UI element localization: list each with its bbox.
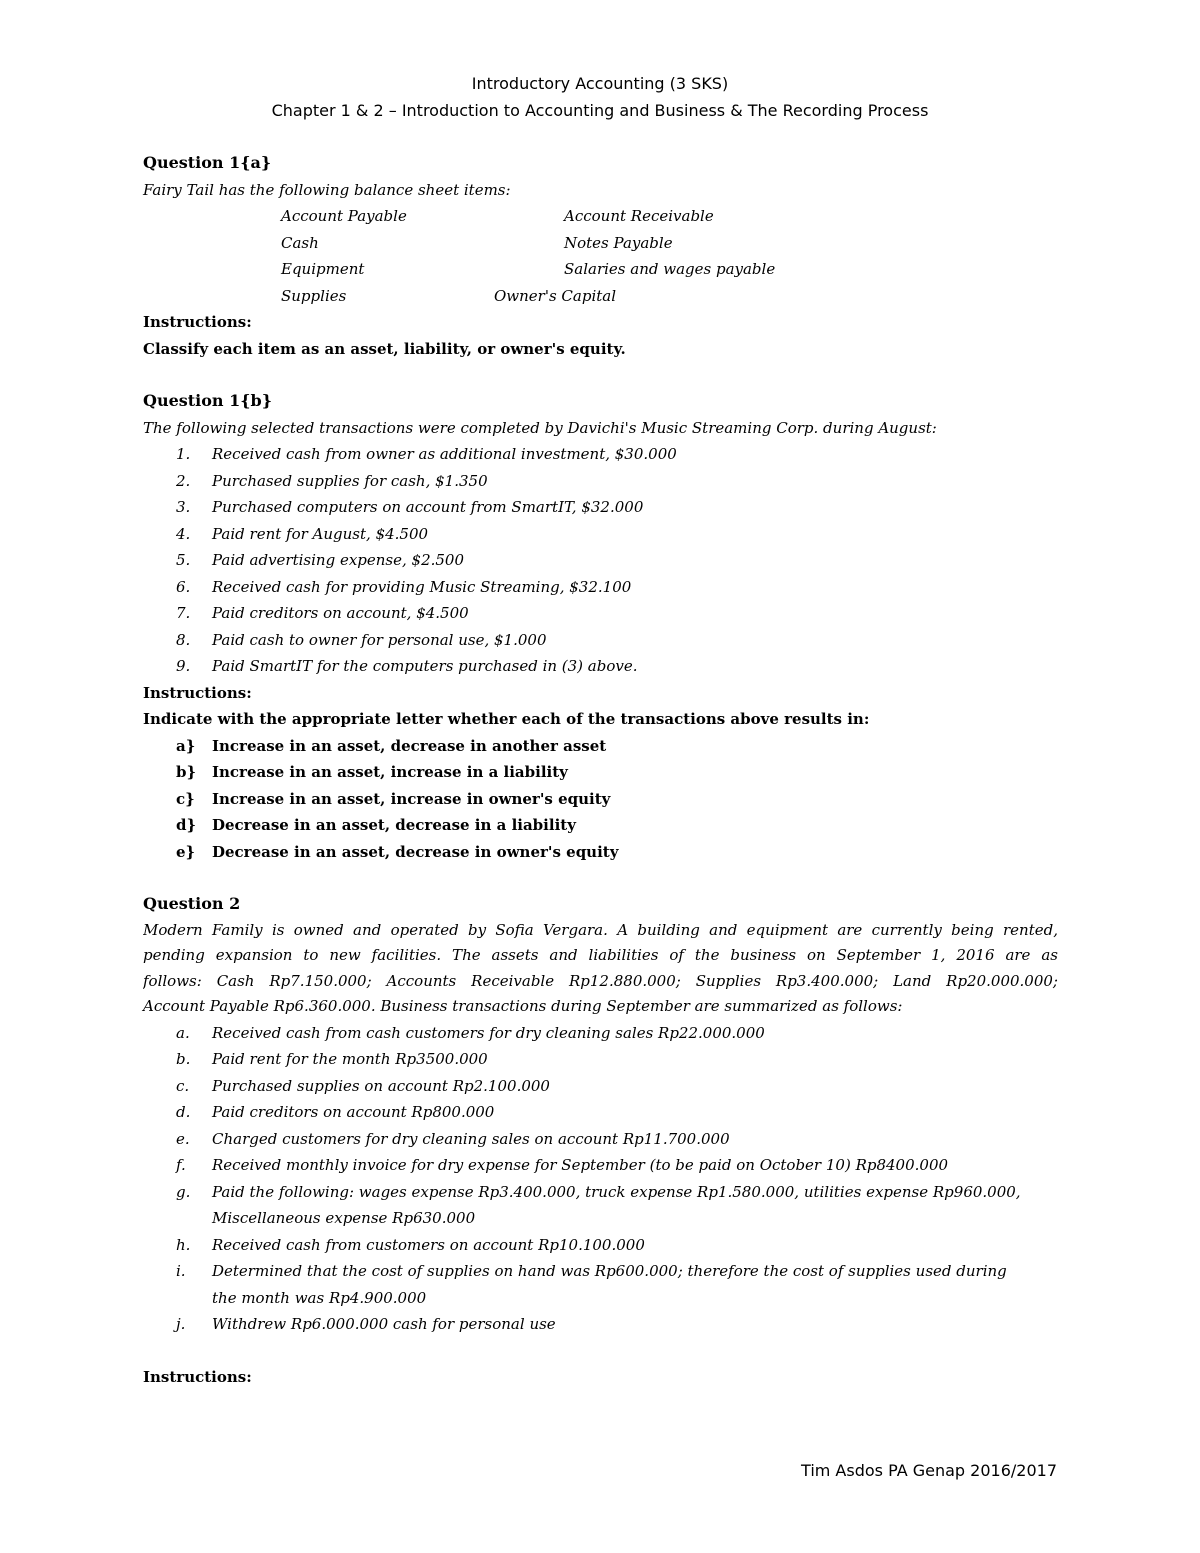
transaction-number: 3.	[176, 498, 191, 516]
option-letter: c}	[176, 789, 195, 808]
transaction-text: Paid creditors on account, $4.500	[212, 604, 469, 622]
transaction-number: 5.	[176, 551, 191, 569]
transaction-text: Determined that the cost of supplies on hand was Rp600.000; therefore the cost of supplies used during	[212, 1262, 1007, 1280]
transaction-letter: d.	[176, 1103, 191, 1121]
transaction-letter: c.	[176, 1076, 190, 1095]
transaction-item	[143, 627, 1058, 654]
transaction-item	[143, 1258, 1058, 1285]
question-1b-title: Question 1{b}	[143, 391, 272, 410]
transaction-number: 8.	[176, 630, 191, 649]
transaction-letter: a.	[176, 1023, 190, 1042]
transaction-letter: h.	[176, 1235, 191, 1254]
page-footer: Tim Asdos PA Genap 2016/2017	[801, 1461, 1057, 1480]
option-letter: e}	[176, 842, 196, 861]
transaction-text: Purchased supplies for cash, $1.350	[212, 471, 488, 490]
transaction-text: Received cash from customers on account Rp10.100.000	[212, 1235, 645, 1254]
paragraph-line: Account Payable Rp6.360.000. Business transactions during September are summarized as follows:	[143, 997, 903, 1015]
paragraph-line: Modern Family is owned and operated by Sofia Vergara. A building and equipment are currently being rented,	[143, 920, 1058, 939]
question-1a-title: Question 1{a}	[143, 153, 272, 172]
transaction-number: 4.	[176, 524, 191, 543]
spacer	[143, 1338, 1058, 1364]
document-body	[143, 150, 1058, 1390]
option-text: Increase in an asset, increase in owner's equity	[212, 789, 611, 808]
balance-item: Notes Payable	[564, 233, 673, 252]
transaction-text: Received monthly invoice for dry expense for September (to be paid on October 10) Rp8400.000	[212, 1156, 949, 1174]
transaction-item-continued	[143, 1285, 1058, 1312]
transaction-item	[143, 653, 1058, 680]
option-text: Increase in an asset, increase in a liability	[212, 763, 568, 781]
transaction-number: 7.	[176, 604, 191, 622]
transaction-text: Paid creditors on account Rp800.000	[212, 1103, 495, 1121]
transaction-number: 2.	[176, 471, 191, 490]
document-subtitle: Chapter 1 & 2 – Introduction to Accounting and Business & The Recording Process	[271, 101, 929, 120]
answer-option	[143, 786, 1058, 813]
transaction-text: Paid SmartIT for the computers purchased in (3) above.	[212, 657, 638, 675]
question-2-paragraph	[143, 918, 1058, 1020]
transaction-text: Received cash from owner as additional investment, $30.000	[212, 445, 677, 463]
transaction-text: Paid advertising expense, $2.500	[212, 551, 465, 569]
transaction-letter: e.	[176, 1129, 190, 1148]
balance-item: Owner's Capital	[494, 286, 617, 305]
transaction-letter: j.	[176, 1315, 186, 1333]
transaction-letter: i.	[176, 1262, 186, 1280]
transaction-item	[143, 494, 1058, 521]
transaction-item	[143, 574, 1058, 601]
balance-item-row	[143, 256, 1058, 283]
option-letter: b}	[176, 763, 197, 781]
transaction-item	[143, 547, 1058, 574]
option-letter: d}	[176, 816, 197, 834]
transaction-item	[143, 441, 1058, 468]
balance-item: Account Receivable	[564, 207, 714, 225]
balance-item: Equipment	[281, 260, 365, 278]
transaction-item	[143, 1152, 1058, 1179]
question-1b-instructions-text: Indicate with the appropriate letter whether each of the transactions above results in:	[143, 710, 870, 728]
paragraph-line: follows: Cash Rp7.150.000; Accounts Receivable Rp12.880.000; Supplies Rp3.400.000; Land Rp20.000.000;	[143, 971, 1058, 990]
question-1a-intro: Fairy Tail has the following balance sheet items:	[143, 180, 511, 199]
transaction-number: 6.	[176, 577, 191, 596]
question-1b-intro: The following selected transactions were completed by Davichi's Music Streaming Corp. during August:	[143, 418, 937, 437]
transaction-item	[143, 521, 1058, 548]
transaction-text: Paid cash to owner for personal use, $1.000	[212, 630, 547, 649]
balance-item: Account Payable	[281, 207, 407, 225]
transaction-item	[143, 1232, 1058, 1259]
option-text: Decrease in an asset, decrease in a liability	[212, 816, 576, 834]
transaction-item-continued	[143, 1205, 1058, 1232]
balance-item-row	[143, 203, 1058, 230]
transaction-text: Purchased computers on account from SmartIT, $32.000	[212, 498, 644, 516]
balance-item: Supplies	[281, 286, 347, 305]
balance-item: Cash	[281, 233, 319, 252]
answer-option	[143, 839, 1058, 866]
transaction-text: Received cash from cash customers for dry cleaning sales Rp22.000.000	[212, 1023, 765, 1042]
transaction-item	[143, 1073, 1058, 1100]
transaction-text: Charged customers for dry cleaning sales on account Rp11.700.000	[212, 1129, 730, 1148]
transaction-item	[143, 1311, 1058, 1338]
transaction-text: Paid rent for the month Rp3500.000	[212, 1050, 488, 1068]
transaction-item	[143, 468, 1058, 495]
answer-option	[143, 733, 1058, 760]
transaction-text: Withdrew Rp6.000.000 cash for personal use	[212, 1315, 556, 1333]
question-2-title: Question 2	[143, 894, 241, 913]
spacer	[143, 865, 1058, 891]
transaction-text: Miscellaneous expense Rp630.000	[212, 1209, 476, 1227]
transaction-letter: f.	[176, 1156, 186, 1174]
transaction-item	[143, 1126, 1058, 1153]
option-text: Increase in an asset, decrease in another asset	[212, 736, 607, 755]
spacer	[143, 362, 1058, 388]
question-1b-instructions-label: Instructions:	[143, 683, 252, 702]
balance-item-row	[143, 283, 1058, 310]
transaction-text: Paid the following: wages expense Rp3.400.000, truck expense Rp1.580.000, utilities expense Rp960.000,	[212, 1182, 1021, 1201]
transaction-text: the month was Rp4.900.000	[212, 1288, 427, 1307]
transaction-letter: g.	[176, 1182, 191, 1201]
transaction-item	[143, 1179, 1058, 1206]
paragraph-line: pending expansion to new facilities. The assets and liabilities of the business on September 1, 2016 are as	[143, 946, 1058, 964]
answer-option	[143, 759, 1058, 786]
transaction-letter: b.	[176, 1050, 191, 1068]
option-letter: a}	[176, 736, 196, 755]
transaction-text: Paid rent for August, $4.500	[212, 524, 429, 543]
transaction-item	[143, 1046, 1058, 1073]
transaction-item	[143, 600, 1058, 627]
question-1a-instructions-label: Instructions:	[143, 313, 252, 331]
question-2-instructions-label: Instructions:	[143, 1367, 252, 1386]
transaction-item	[143, 1099, 1058, 1126]
transaction-number: 9.	[176, 657, 191, 675]
document-title: Introductory Accounting (3 SKS)	[471, 74, 729, 93]
answer-option	[143, 812, 1058, 839]
balance-item: Salaries and wages payable	[564, 260, 776, 278]
question-1a-instructions-text: Classify each item as an asset, liability, or owner's equity.	[143, 339, 626, 358]
transaction-number: 1.	[176, 445, 191, 463]
transaction-item	[143, 1020, 1058, 1047]
transaction-text: Purchased supplies on account Rp2.100.000	[212, 1076, 550, 1095]
balance-item-row	[143, 230, 1058, 257]
transaction-text: Received cash for providing Music Streaming, $32.100	[212, 577, 632, 596]
option-text: Decrease in an asset, decrease in owner's equity	[212, 842, 619, 861]
